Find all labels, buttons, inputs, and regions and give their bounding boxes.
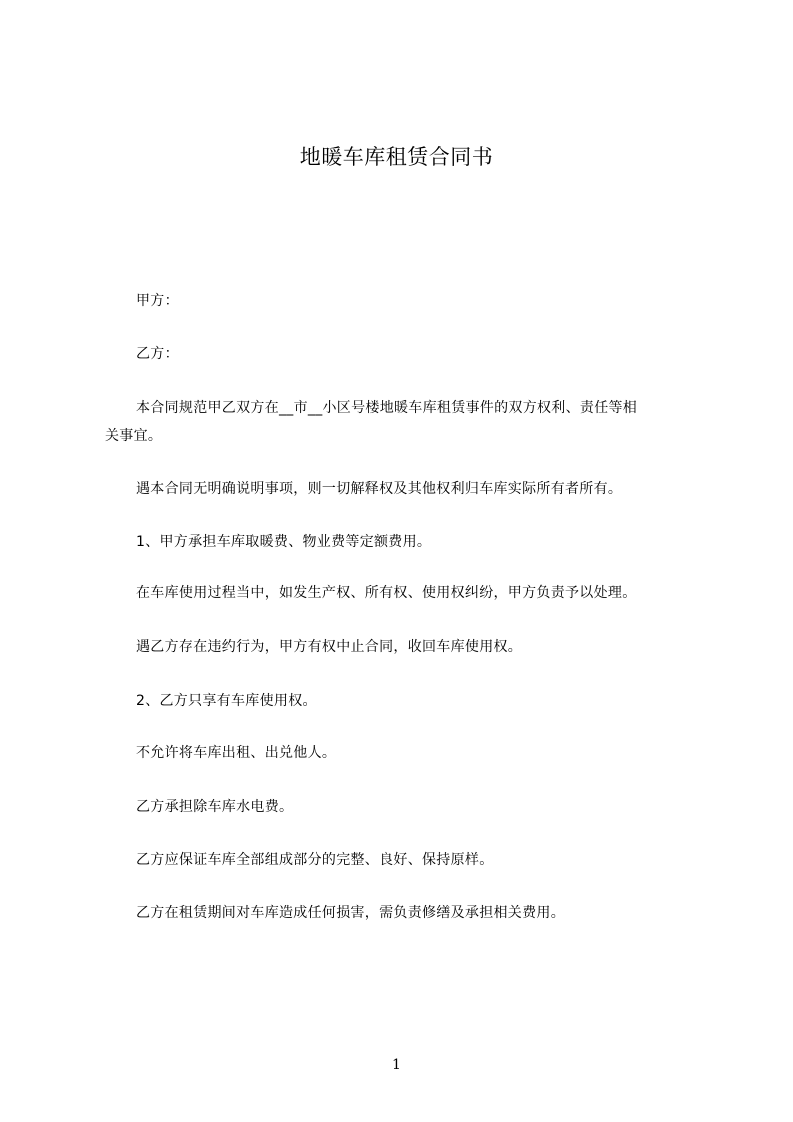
clause-2-integrity: 乙方应保证车库全部组成部分的完整、良好、保持原样。 [136,852,494,868]
party-a-line: 甲方： [136,293,179,309]
interpretation-paragraph: 遇本合同无明确说明事项，则一切解释权及其他权利归车库实际所有者所有。 [136,481,623,497]
party-b-line: 乙方： [136,346,179,362]
document-title: 地暖车库租赁合同书 [299,145,494,169]
clause-2-damage: 乙方在租赁期间对车库造成任何损害，需负责修缮及承担相关费用。 [136,905,565,921]
page-number: 1 [392,1057,401,1073]
clause-2-utilities: 乙方承担除车库水电费。 [136,799,294,815]
scope-paragraph-line-2: 关事宜。 [105,428,163,444]
clause-2-no-sublet: 不允许将车库出租、出兑他人。 [136,745,337,761]
clause-2-title: 2、乙方只享有车库使用权。 [136,693,317,709]
scope-paragraph-line-1: 本合同规范甲乙双方在__市__小区号楼地暖车库租赁事件的双方权利、责任等相 [136,400,638,416]
clause-1-disputes: 在车库使用过程当中，如发生产权、所有权、使用权纠纷，甲方负责予以处理。 [136,585,637,601]
clause-1-violation: 遇乙方存在违约行为，甲方有权中止合同，收回车库使用权。 [136,639,523,655]
clause-1-title: 1、甲方承担车库取暖费、物业费等定额费用。 [136,534,432,550]
